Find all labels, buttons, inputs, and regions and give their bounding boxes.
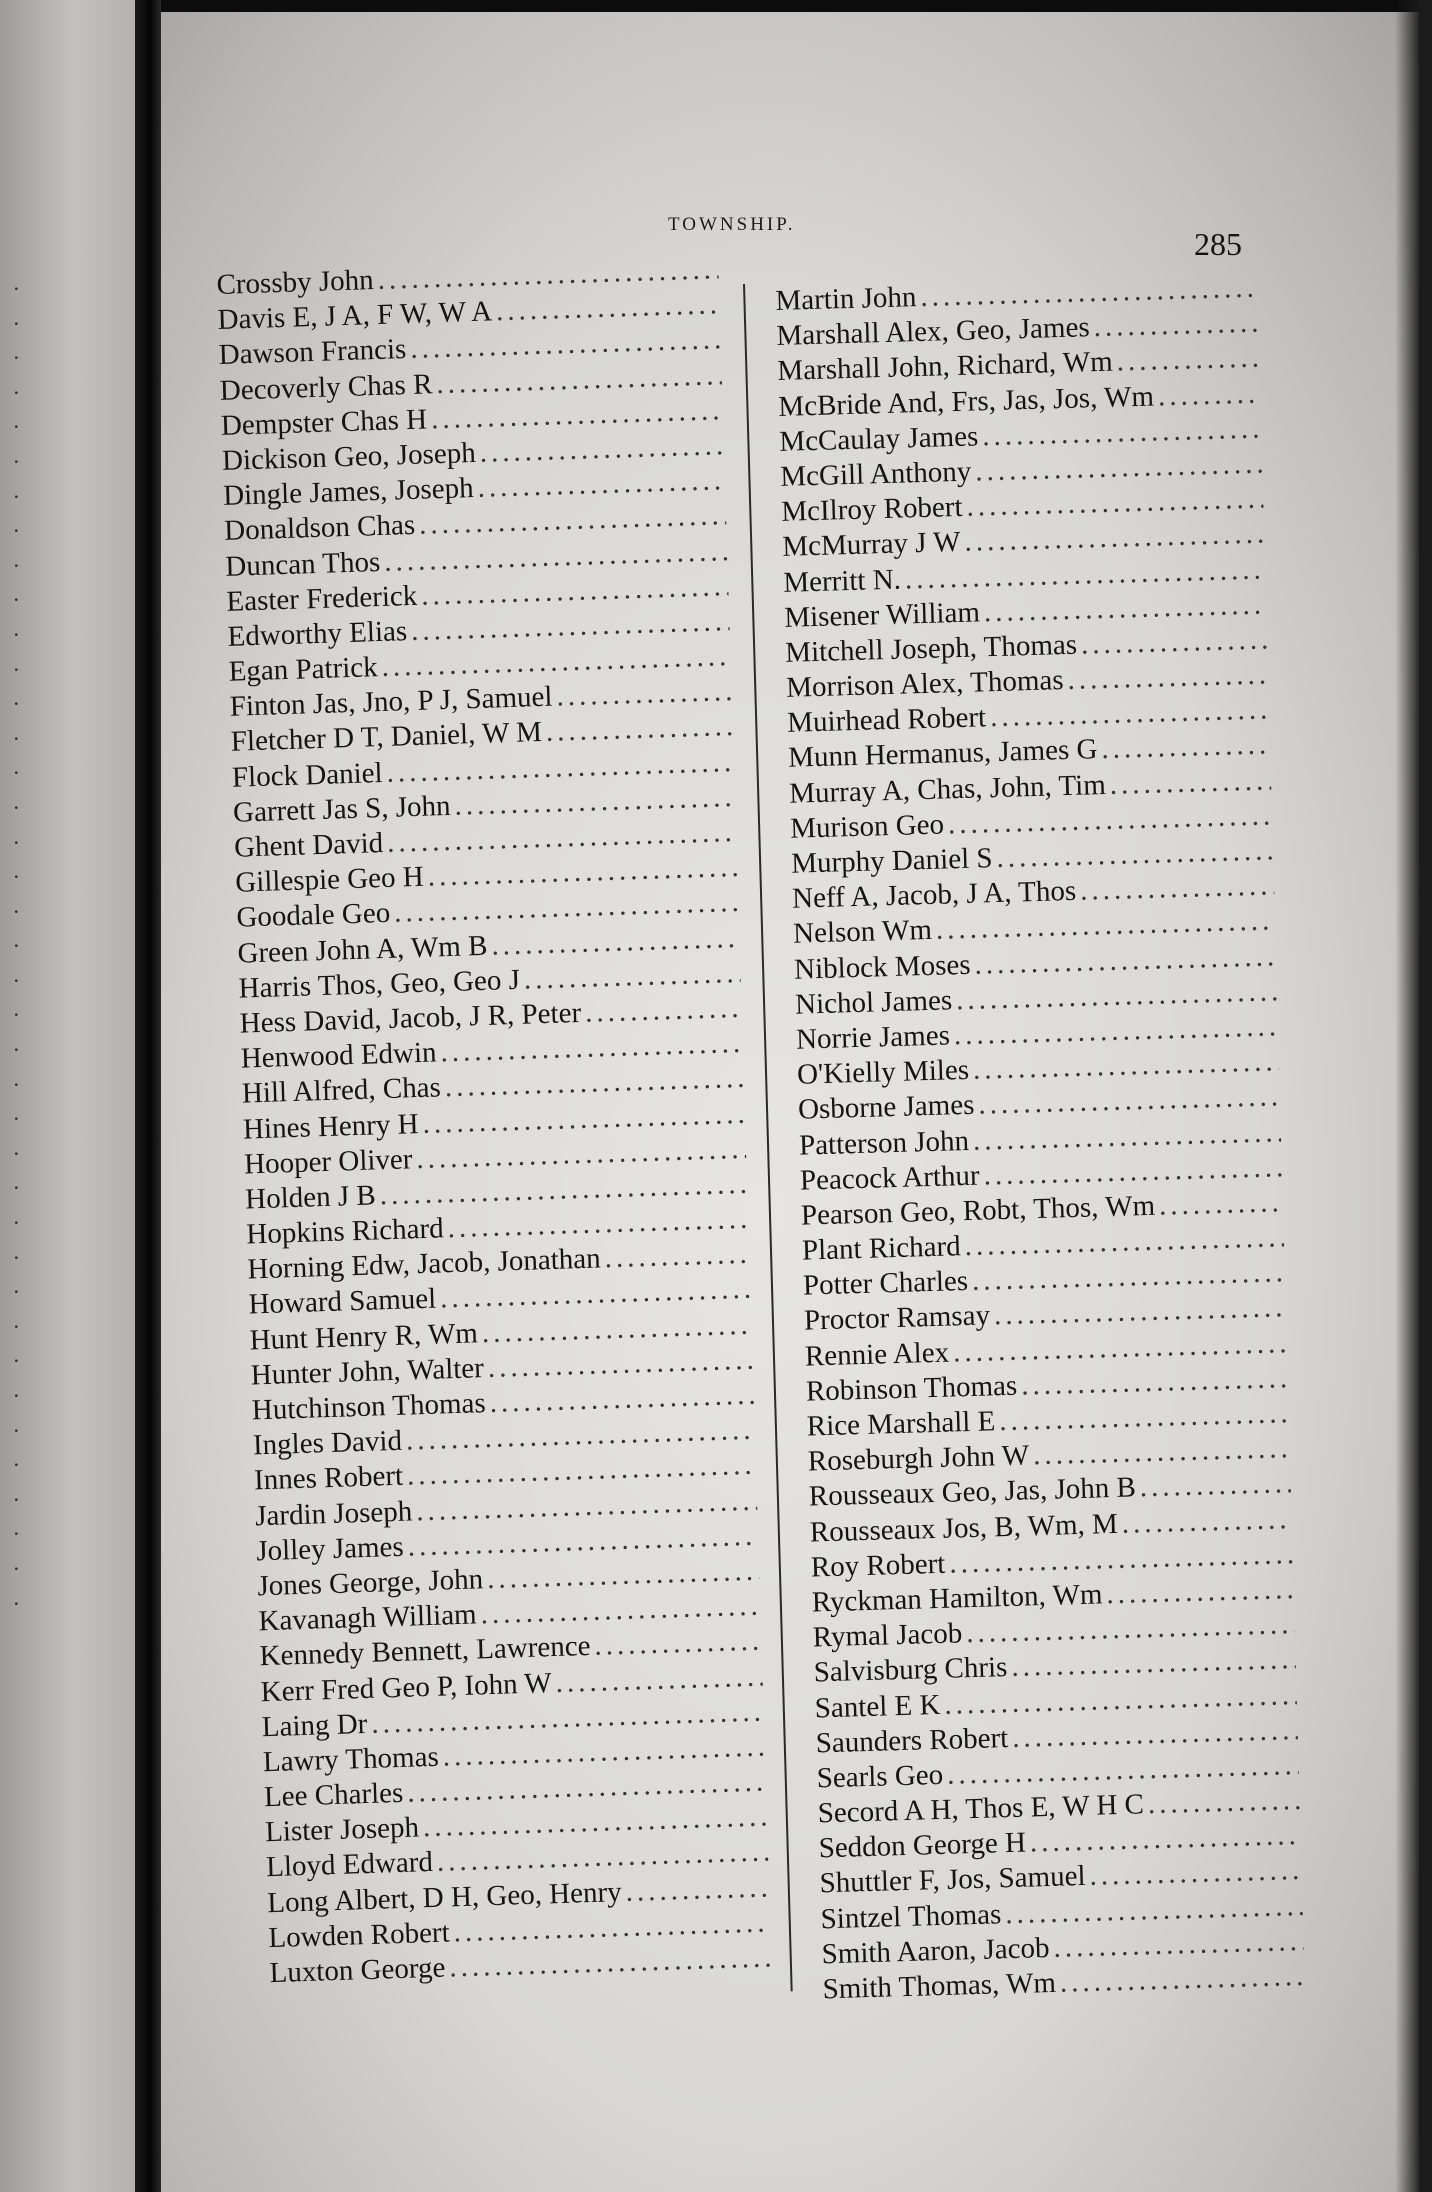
resident-name: Jones George, John	[256, 1563, 484, 1603]
dot-leader	[1081, 622, 1268, 662]
resident-name: Santel E K	[814, 1688, 941, 1724]
resident-name: Smith Aaron, Jacob	[821, 1931, 1050, 1971]
resident-name: Ryckman Hamilton, Wm	[811, 1578, 1103, 1619]
resident-name: Howard Samuel	[248, 1283, 437, 1321]
resident-name: Hess David, Jacob, J R, Peter	[239, 996, 582, 1040]
dot-leader	[1093, 306, 1259, 346]
resident-name: Henwood Edwin	[240, 1036, 437, 1075]
resident-name: Lawry Thomas	[262, 1740, 440, 1779]
dot-leader	[1106, 1572, 1294, 1612]
resident-name: Rymal Jacob	[812, 1617, 963, 1654]
resident-name: Murray A, Chas, John, Tim	[788, 768, 1107, 810]
resident-name: Long Albert, D H, Geo, Henry	[266, 1875, 623, 1919]
dot-leader	[1121, 1502, 1292, 1542]
resident-name: Goodale Geo	[235, 897, 391, 935]
resident-name: Hunter John, Walter	[250, 1351, 485, 1392]
resident-name: Dickison Geo, Joseph	[221, 436, 477, 477]
resident-name: Fletcher D T, Daniel, W M	[230, 716, 543, 759]
dot-leader	[604, 1237, 750, 1277]
resident-name: Hunt Henry R, Wm	[249, 1316, 479, 1357]
resident-name: Donaldson Chas	[223, 509, 416, 548]
dot-leader	[1089, 1853, 1302, 1894]
resident-name: Green John A, Wm B	[237, 929, 488, 970]
resident-name: Peacock Arthur	[799, 1159, 981, 1197]
resident-name: Hooper Oliver	[243, 1142, 413, 1181]
resident-name: Munn Hermanus, James G	[787, 733, 1098, 775]
facing-page-edge	[0, 0, 135, 2192]
resident-name: Potter Charles	[802, 1265, 969, 1302]
book-gutter	[135, 0, 161, 2192]
resident-name: McCaulay James	[778, 420, 979, 458]
resident-name: McBride And, Frs, Jas, Jos, Wm	[777, 380, 1155, 423]
dot-leader	[1147, 1783, 1300, 1822]
resident-name: Jardin Joseph	[254, 1495, 413, 1532]
right-name-column	[775, 271, 1305, 2008]
dot-leader	[1059, 1959, 1305, 2001]
resident-name: Smith Thomas, Wm	[822, 1966, 1057, 2006]
resident-name: Hill Alfred, Chas	[241, 1071, 442, 1110]
resident-name: Dempster Chas H	[220, 403, 428, 442]
left-name-column	[216, 252, 772, 1991]
resident-name: Murphy Daniel S	[790, 842, 993, 880]
resident-name: Gillespie Geo H	[234, 860, 425, 899]
resident-name: Kavanagh William	[258, 1598, 478, 1638]
resident-name: Davis E, J A, F W, W A	[217, 295, 493, 337]
resident-name: Rousseaux Geo, Jas, John B	[808, 1471, 1137, 1513]
resident-name: Horning Edw, Jacob, Jonathan	[246, 1242, 602, 1286]
dot-leader	[556, 674, 732, 715]
dot-leader	[1101, 728, 1271, 768]
resident-name: Shuttler F, Jos, Samuel	[819, 1860, 1086, 1900]
resident-name: Lee Charles	[263, 1776, 404, 1814]
resident-name: Mitchell Joseph, Thomas	[784, 628, 1078, 669]
resident-name: Duncan Thos	[224, 545, 381, 583]
resident-name: Lowden Robert	[267, 1916, 451, 1954]
resident-name: Murison Geo	[789, 808, 945, 845]
resident-name: O'Kielly Miles	[796, 1054, 970, 1091]
resident-name: Dingle James, Joseph	[222, 472, 475, 513]
resident-name: Egan Patrick	[228, 651, 379, 688]
facing-page-leaders: · · · · · · · · · · · · · · · · · · · · · · · · · · · · · · · · · · · · · · ·	[12, 276, 20, 1616]
dot-leader	[1067, 657, 1269, 698]
resident-name: Salvisburg Chris	[813, 1651, 1008, 1689]
resident-name: Decoverly Chas R	[219, 367, 433, 407]
resident-name: Neff A, Jacob, J A, Thos	[791, 875, 1077, 915]
resident-name: Saunders Robert	[815, 1721, 1009, 1760]
resident-name: McMurray J W	[781, 526, 961, 564]
dot-leader	[1080, 868, 1275, 909]
resident-name: Ingles David	[252, 1424, 403, 1462]
resident-name: Laing Dr	[261, 1707, 368, 1743]
resident-name: Lister Joseph	[264, 1811, 420, 1849]
dot-leader	[1116, 341, 1260, 380]
page-shadow-right	[1395, 0, 1432, 2192]
resident-name: Muirhead Robert	[786, 701, 987, 740]
resident-name: Seddon George H	[818, 1826, 1027, 1865]
dot-leader	[1139, 1466, 1291, 1505]
resident-name: Martin John	[775, 281, 917, 317]
resident-name: Edworthy Elias	[227, 615, 408, 653]
resident-name: McGill Anthony	[779, 455, 972, 493]
resident-name: Rice Marshall E	[806, 1405, 996, 1443]
resident-name: Crossby John	[216, 264, 375, 301]
dot-leader	[625, 1870, 770, 1910]
resident-name: Harris Thos, Geo, Geo J	[238, 963, 521, 1005]
page-number: 285	[1194, 226, 1242, 262]
resident-name: Patterson John	[798, 1124, 970, 1162]
resident-name: Secord A H, Thos E, W H C	[817, 1788, 1145, 1830]
resident-name: Rousseaux Jos, B, Wm, M	[809, 1507, 1119, 1549]
dot-leader	[1109, 763, 1271, 803]
resident-name: Dawson Francis	[218, 333, 407, 372]
resident-name: Jolley James	[255, 1530, 405, 1568]
resident-name: Finton Jas, Jno, P J, Samuel	[229, 680, 553, 724]
resident-name: Marshall Alex, Geo, James	[776, 311, 1091, 353]
resident-name: McIlroy Robert	[780, 490, 963, 529]
resident-name: Rennie Alex	[804, 1336, 950, 1373]
dot-leader	[1157, 376, 1260, 414]
resident-name: Luxton George	[269, 1951, 446, 1990]
resident-name: Pearson Geo, Robt, Thos, Wm	[800, 1189, 1156, 1232]
resident-name: Roseburgh John W	[807, 1439, 1030, 1478]
resident-name: Morrison Alex, Thomas	[785, 664, 1064, 704]
resident-name: Roy Robert	[810, 1547, 946, 1584]
resident-name: Easter Frederick	[225, 579, 418, 618]
resident-name: Holden J B	[244, 1179, 377, 1216]
resident-name: Garrett Jas S, John	[232, 789, 451, 829]
resident-name: Merritt N.	[782, 563, 902, 599]
resident-name: Searls Geo	[816, 1758, 944, 1795]
resident-name: Innes Robert	[253, 1460, 404, 1497]
dot-leader	[545, 709, 733, 750]
resident-name: Kerr Fred Geo P, Iohn W	[260, 1666, 553, 1708]
resident-name: Lloyd Edward	[265, 1846, 434, 1884]
resident-name: Plant Richard	[801, 1230, 962, 1267]
resident-name: Norrie James	[795, 1019, 951, 1056]
resident-name: Proctor Ramsay	[803, 1299, 991, 1338]
resident-name: Hutchinson Thomas	[251, 1387, 487, 1427]
running-head: TOWNSHIP.	[668, 214, 796, 235]
resident-name: Misener William	[783, 596, 981, 634]
resident-name: Sintzel Thomas	[820, 1897, 1002, 1935]
resident-name: Robinson Thomas	[805, 1369, 1018, 1408]
resident-name: Flock Daniel	[231, 756, 384, 794]
resident-name: Marshall John, Richard, Wm	[776, 345, 1114, 388]
resident-name: Osborne James	[797, 1089, 975, 1126]
resident-name: Nichol James	[794, 984, 953, 1021]
resident-name: Ghent David	[233, 827, 384, 864]
dot-leader	[585, 991, 743, 1031]
dot-leader	[1159, 1185, 1284, 1224]
resident-name: Hopkins Richard	[245, 1212, 445, 1251]
resident-name: Nelson Wm	[792, 914, 933, 951]
resident-name: Niblock Moses	[793, 948, 971, 986]
resident-name: Kennedy Bennett, Lawrence	[259, 1630, 591, 1673]
resident-name: Hines Henry H	[242, 1107, 420, 1146]
dot-leader	[594, 1624, 762, 1664]
